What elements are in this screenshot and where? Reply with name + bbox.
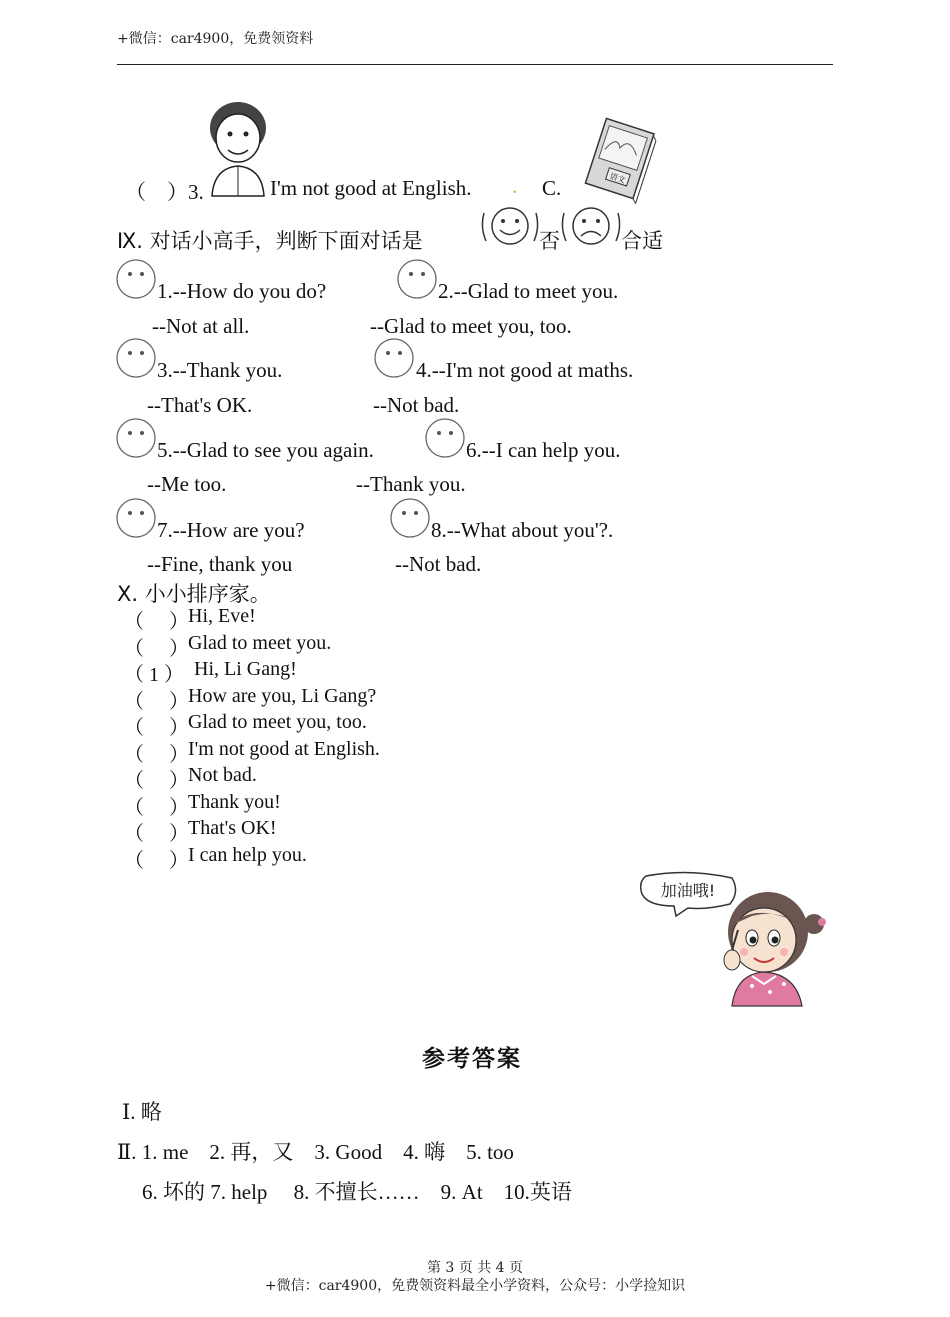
blank-face-icon [424,417,468,461]
sequence-paren: （ ） [124,717,189,739]
dialogue-answer: --Not bad. [395,552,482,576]
blank-face-icon [373,337,417,381]
dialogue-answer: --Fine, thank you [147,552,293,576]
dialogue-answer: --That's OK. [147,393,253,417]
sequence-text: Glad to meet you. [188,632,332,654]
q3-paren: （ ）3. [125,180,204,204]
footer-text: +微信：car4900，免费领资料最全小学资料，公众号：小学捡知识 [264,1278,686,1294]
book-illustration [582,115,660,207]
dialogue-answer: --Not at all. [152,314,250,338]
header-text: +微信：car4900，免费领资料 [117,31,314,47]
sequence-text: Glad to meet you, too. [188,711,367,733]
bubble-text: 加油哦! [660,881,716,900]
dialogue-question: 2.--Glad to meet you. [438,279,619,303]
dialogue-answer: --Not bad. [373,393,460,417]
section10-title: X. 小小排序家。 [117,582,271,606]
dialogue-question: 5.--Glad to see you again. [157,438,374,462]
dialogue-question: 1.--How do you do? [157,279,327,303]
happy-face-icon [480,205,540,249]
blank-face-icon [396,258,440,302]
blank-face-icon [115,258,159,302]
page-number: 第 3 页 共 4 页 [426,1260,524,1276]
dialogue-question: 4.--I'm not good at maths. [416,358,634,382]
sequence-text: Hi, Eve! [188,605,256,627]
answer-line-1: Ⅰ. 略 [122,1100,162,1124]
q3-text: I'm not good at English. [270,176,472,200]
sequence-paren: （ ） [124,611,189,633]
dialogue-question: 6.--I can help you. [466,438,621,462]
blank-face-icon [115,497,159,541]
dialogue-question: 3.--Thank you. [157,358,283,382]
yellow-dot: . [512,174,518,198]
sequence-text: Thank you! [188,791,281,813]
sequence-text: Hi, Li Gang! [194,658,297,680]
section9-mid: 否 [539,229,560,253]
answer-line-3: 6. 坏的 7. help 8. 不擅长…… 9. At 10.英语 [142,1180,572,1204]
sequence-paren: （ 1 ） [124,664,184,686]
sequence-paren: （ ） [124,691,189,713]
blank-face-icon [389,497,433,541]
sequence-text: Not bad. [188,764,257,786]
blank-face-icon [115,337,159,381]
sequence-paren: （ ） [124,823,189,845]
boy-illustration [204,98,272,198]
section9-prefix: Ⅸ. 对话小高手，判断下面对话是 [117,229,423,253]
answer-line-2: Ⅱ. 1. me 2. 再，又 3. Good 4. 嗨 5. too [117,1140,514,1164]
book-label: 语文 [608,171,627,186]
sequence-paren: （ ） [124,744,189,766]
dialogue-answer: --Thank you. [356,472,466,496]
blank-face-icon [115,417,159,461]
answers-title: 参考答案 [422,1045,522,1072]
sequence-paren: （ ） [124,770,189,792]
sequence-text: I'm not good at English. [188,738,380,760]
sad-face-icon [560,205,622,249]
q3-option: C. [542,176,562,200]
sequence-paren: （ ） [124,850,189,872]
dialogue-question: 8.--What about you'?. [431,518,614,542]
sequence-text: I can help you. [188,844,307,866]
sequence-paren: （ ） [124,797,189,819]
girl-illustration [712,880,836,1008]
sequence-text: That's OK! [188,817,277,839]
section9-suffix: 合适 [621,229,663,253]
dialogue-question: 7.--How are you? [157,518,305,542]
dialogue-answer: --Me too. [147,472,227,496]
sequence-paren: （ ） [124,638,189,660]
header-rule [117,64,833,65]
sequence-text: How are you, Li Gang? [188,685,377,707]
dialogue-answer: --Glad to meet you, too. [370,314,572,338]
